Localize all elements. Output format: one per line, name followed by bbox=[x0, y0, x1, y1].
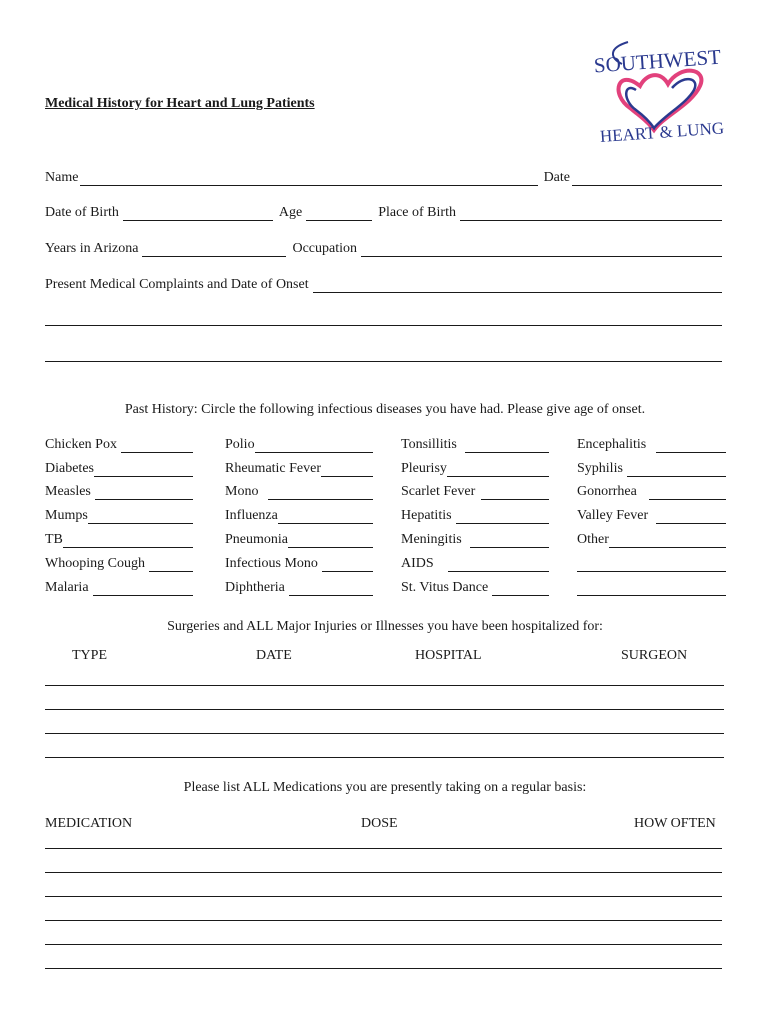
age-of-onset-field[interactable] bbox=[447, 464, 549, 477]
years-in-arizona-field[interactable] bbox=[142, 243, 286, 257]
disease-item[interactable] bbox=[401, 579, 549, 596]
disease-item[interactable] bbox=[401, 531, 549, 548]
logo-top-text: SOUTHWEST bbox=[593, 44, 722, 78]
age-of-onset-field[interactable] bbox=[448, 559, 549, 572]
medication-col-how-often: HOW OFTEN bbox=[634, 816, 716, 831]
disease-item[interactable] bbox=[45, 460, 193, 477]
disease-item[interactable] bbox=[577, 436, 726, 453]
disease-item[interactable] bbox=[401, 460, 549, 477]
disease-label: Chicken Pox bbox=[45, 437, 117, 452]
medication-line[interactable] bbox=[45, 944, 722, 945]
disease-item[interactable] bbox=[225, 436, 373, 453]
surgery-col-hospital: HOSPITAL bbox=[415, 648, 482, 663]
disease-item[interactable] bbox=[401, 483, 549, 500]
place-of-birth-label: Place of Birth bbox=[378, 205, 456, 220]
disease-label: Measles bbox=[45, 484, 91, 499]
disease-label: Infectious Mono bbox=[225, 556, 318, 571]
complaints-row bbox=[45, 275, 722, 293]
arizona-occupation-row bbox=[45, 239, 722, 257]
disease-item[interactable] bbox=[45, 555, 193, 572]
disease-item[interactable] bbox=[225, 483, 373, 500]
age-of-onset-field[interactable] bbox=[649, 487, 726, 500]
disease-item[interactable] bbox=[225, 579, 373, 596]
medication-col-medication: MEDICATION bbox=[45, 816, 133, 831]
medication-line[interactable] bbox=[45, 968, 722, 969]
complaints-field[interactable] bbox=[313, 279, 722, 293]
surgeries-heading: Surgeries and ALL Major Injuries or Illnesses you have been hospitalized for: bbox=[167, 619, 603, 634]
disease-item[interactable] bbox=[45, 483, 193, 500]
age-of-onset-field[interactable] bbox=[88, 511, 193, 524]
medication-line[interactable] bbox=[45, 872, 722, 873]
disease-label: AIDS bbox=[401, 556, 434, 571]
age-of-onset-field[interactable] bbox=[93, 583, 193, 596]
form-title: Medical History for Heart and Lung Patients bbox=[45, 96, 315, 111]
age-of-onset-field[interactable] bbox=[481, 487, 549, 500]
disease-label: Diphtheria bbox=[225, 580, 285, 595]
disease-label: Pneumonia bbox=[225, 532, 288, 547]
age-of-onset-field[interactable] bbox=[94, 464, 193, 477]
other-disease-field[interactable] bbox=[609, 535, 726, 548]
logo-bottom-text: HEART & LUNG bbox=[599, 118, 725, 147]
disease-item[interactable] bbox=[45, 579, 193, 596]
surgery-line[interactable] bbox=[45, 733, 724, 734]
occupation-label: Occupation bbox=[292, 241, 357, 256]
disease-item[interactable] bbox=[577, 555, 726, 572]
disease-label: TB bbox=[45, 532, 63, 547]
age-of-onset-field[interactable] bbox=[95, 487, 193, 500]
disease-item[interactable] bbox=[225, 507, 373, 524]
disease-label: Influenza bbox=[225, 508, 278, 523]
disease-item[interactable] bbox=[45, 531, 193, 548]
name-label: Name bbox=[45, 170, 79, 185]
name-field[interactable] bbox=[80, 172, 537, 186]
disease-item[interactable] bbox=[225, 460, 373, 477]
dob-label: Date of Birth bbox=[45, 205, 119, 220]
medications-heading: Please list ALL Medications you are presently taking on a regular basis: bbox=[183, 780, 587, 795]
past-history-instruction: Past History: Circle the following infectious diseases you have had. Please give age of onset. bbox=[124, 402, 646, 417]
disease-label: Mono bbox=[225, 484, 259, 499]
disease-item[interactable] bbox=[401, 507, 549, 524]
southwest-heart-lung-logo bbox=[588, 34, 736, 150]
disease-item[interactable] bbox=[45, 436, 193, 453]
surgery-col-type: TYPE bbox=[72, 648, 107, 663]
age-of-onset-field[interactable] bbox=[63, 535, 193, 548]
surgery-line[interactable] bbox=[45, 757, 724, 758]
medication-line[interactable] bbox=[45, 920, 722, 921]
disease-label: Syphilis bbox=[577, 461, 623, 476]
age-of-onset-field[interactable] bbox=[278, 511, 373, 524]
age-of-onset-field[interactable] bbox=[492, 583, 549, 596]
age-field[interactable] bbox=[306, 207, 372, 221]
age-of-onset-field[interactable] bbox=[456, 511, 549, 524]
age-of-onset-field[interactable] bbox=[149, 559, 193, 572]
name-date-row bbox=[45, 168, 722, 186]
surgery-col-date: DATE bbox=[256, 648, 292, 663]
place-of-birth-field[interactable] bbox=[460, 207, 722, 221]
complaints-line-2[interactable] bbox=[45, 325, 722, 326]
age-of-onset-field[interactable] bbox=[121, 440, 193, 453]
disease-label: Pleurisy bbox=[401, 461, 447, 476]
disease-item[interactable] bbox=[401, 555, 549, 572]
disease-label: St. Vitus Dance bbox=[401, 580, 489, 595]
heart-logo-icon bbox=[588, 34, 736, 150]
disease-label: Hepatitis bbox=[401, 508, 452, 523]
disease-item[interactable] bbox=[577, 507, 726, 524]
age-of-onset-field[interactable] bbox=[465, 440, 549, 453]
age-of-onset-field[interactable] bbox=[289, 583, 373, 596]
disease-label: Gonorrhea bbox=[577, 484, 637, 499]
date-label: Date bbox=[543, 170, 570, 185]
disease-item[interactable] bbox=[401, 436, 549, 453]
medication-line[interactable] bbox=[45, 848, 722, 849]
disease-item[interactable] bbox=[577, 579, 726, 596]
other-disease-field[interactable] bbox=[577, 583, 726, 596]
age-of-onset-field[interactable] bbox=[470, 535, 549, 548]
occupation-field[interactable] bbox=[361, 243, 722, 257]
age-of-onset-field[interactable] bbox=[627, 464, 726, 477]
disease-label: Tonsillitis bbox=[401, 437, 457, 452]
disease-label: Scarlet Fever bbox=[401, 484, 476, 499]
surgery-line[interactable] bbox=[45, 685, 724, 686]
other-disease-field[interactable] bbox=[577, 559, 726, 572]
age-label: Age bbox=[278, 205, 303, 220]
disease-item[interactable] bbox=[45, 507, 193, 524]
age-of-onset-field[interactable] bbox=[656, 440, 726, 453]
disease-label: Whooping Cough bbox=[45, 556, 145, 571]
age-of-onset-field[interactable] bbox=[322, 559, 373, 572]
disease-item[interactable] bbox=[577, 483, 726, 500]
disease-item[interactable] bbox=[225, 531, 373, 548]
dob-field[interactable] bbox=[123, 207, 273, 221]
medication-col-dose: DOSE bbox=[361, 816, 398, 831]
dob-row bbox=[45, 203, 722, 221]
surgery-line[interactable] bbox=[45, 709, 724, 710]
age-of-onset-field[interactable] bbox=[255, 440, 373, 453]
disease-item[interactable] bbox=[225, 555, 373, 572]
disease-item[interactable] bbox=[577, 460, 726, 477]
complaints-label: Present Medical Complaints and Date of Onset bbox=[45, 277, 309, 292]
surgery-col-surgeon: SURGEON bbox=[621, 648, 688, 663]
disease-label: Diabetes bbox=[45, 461, 94, 476]
disease-label: Meningitis bbox=[401, 532, 462, 547]
disease-label: Valley Fever bbox=[577, 508, 649, 523]
age-of-onset-field[interactable] bbox=[288, 535, 373, 548]
age-of-onset-field[interactable] bbox=[321, 464, 373, 477]
disease-label: Polio bbox=[225, 437, 255, 452]
disease-item[interactable] bbox=[577, 531, 726, 548]
medication-line[interactable] bbox=[45, 896, 722, 897]
disease-label: Rheumatic Fever bbox=[225, 461, 322, 476]
disease-label: Malaria bbox=[45, 580, 89, 595]
age-of-onset-field[interactable] bbox=[656, 511, 726, 524]
disease-label: Encephalitis bbox=[577, 437, 647, 452]
disease-label: Mumps bbox=[45, 508, 88, 523]
years-in-arizona-label: Years in Arizona bbox=[45, 241, 139, 256]
age-of-onset-field[interactable] bbox=[268, 487, 373, 500]
complaints-line-3[interactable] bbox=[45, 361, 722, 362]
disease-label: Other bbox=[577, 532, 609, 547]
date-field[interactable] bbox=[572, 172, 722, 186]
